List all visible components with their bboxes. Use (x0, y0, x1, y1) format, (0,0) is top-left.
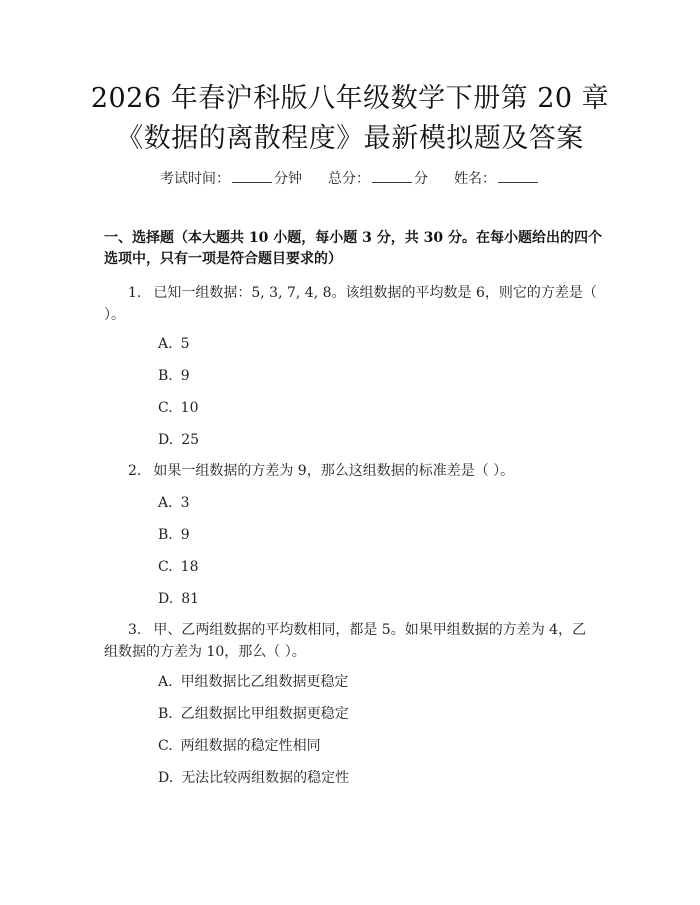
score-label: 总分： (328, 171, 370, 187)
option-letter: B. (158, 706, 173, 722)
option-letter: A. (158, 674, 173, 690)
question-text: 已知一组数据：5, 3, 7, 4, 8。该组数据的平均数是 6，则它的方差是（ ）。 (104, 285, 597, 323)
option-text: 无法比较两组数据的稳定性 (181, 770, 350, 786)
option-text: 甲组数据比乙组数据更稳定 (180, 674, 349, 690)
option-text: 10 (180, 400, 199, 416)
score-blank (372, 168, 412, 183)
exam-info-line (0, 168, 700, 189)
q2-option-c (158, 557, 199, 577)
option-text: 81 (181, 591, 200, 607)
question-number: 3. (128, 622, 142, 638)
time-unit: 分钟 (274, 171, 302, 187)
q2-option-b (158, 525, 190, 545)
option-text: 9 (180, 368, 190, 384)
option-letter: C. (158, 738, 173, 754)
section-header: 一、选择题（本大题共 10 小题，每小题 3 分，共 30 分。在每小题给出的四个选项中，只有一项是符合题目要求的） (104, 230, 602, 267)
option-letter: C. (158, 400, 173, 416)
q1-option-c (158, 398, 199, 418)
q3-option-b (158, 704, 349, 724)
option-text: 两组数据的稳定性相同 (180, 738, 321, 754)
option-letter: D. (158, 770, 174, 786)
name-label: 姓名： (454, 171, 496, 187)
question-2 (104, 460, 600, 482)
question-number: 2. (128, 463, 142, 479)
q1-option-b (158, 366, 190, 386)
question-text: 如果一组数据的方差为 9，那么这组数据的标准差是（ ）。 (153, 463, 515, 479)
q3-option-a (158, 672, 349, 692)
document-title-line-1: 2026 年春沪科版八年级数学下册第 20 章 (90, 83, 610, 114)
option-letter: D. (158, 591, 174, 607)
question-1 (104, 282, 600, 326)
score-unit: 分 (414, 171, 428, 187)
option-text: 18 (180, 559, 199, 575)
name-blank (498, 168, 538, 183)
option-letter: A. (158, 336, 173, 352)
time-label: 考试时间： (160, 171, 230, 187)
option-text: 9 (180, 527, 190, 543)
option-text: 5 (180, 336, 190, 352)
question-number: 1. (128, 285, 142, 301)
option-text: 3 (180, 495, 190, 511)
q3-option-c (158, 736, 321, 756)
document-title-line-2: 《数据的离散程度》最新模拟题及答案 (116, 123, 584, 154)
q3-option-d (158, 768, 349, 788)
q2-option-d (158, 589, 199, 609)
option-text: 乙组数据比甲组数据更稳定 (180, 706, 349, 722)
option-letter: C. (158, 559, 173, 575)
option-text: 25 (181, 432, 200, 448)
option-letter: B. (158, 527, 173, 543)
question-text: 甲、乙两组数据的平均数相同，都是 5。如果甲组数据的方差为 4，乙组数据的方差为 10，那么（ ）。 (104, 622, 587, 660)
question-3 (104, 619, 600, 663)
option-letter: B. (158, 368, 173, 384)
q1-option-d (158, 430, 199, 450)
option-letter: D. (158, 432, 174, 448)
time-blank (232, 168, 272, 183)
q1-option-a (158, 334, 189, 354)
option-letter: A. (158, 495, 173, 511)
q2-option-a (158, 493, 189, 513)
